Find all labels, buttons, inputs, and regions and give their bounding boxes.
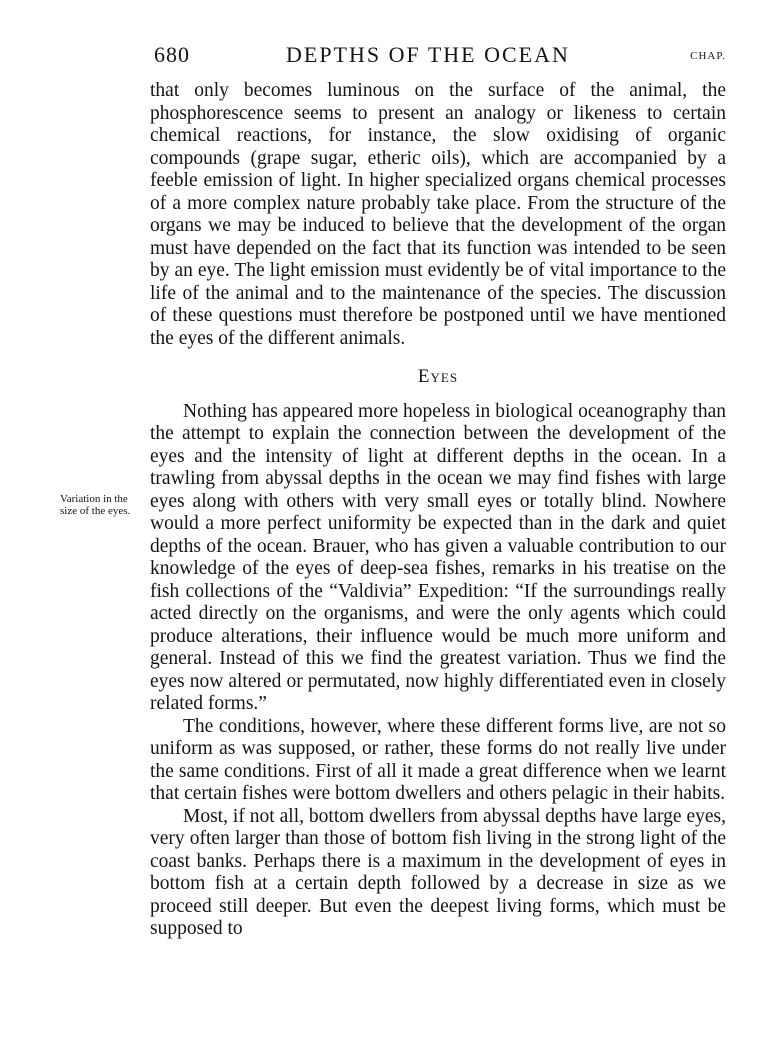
running-header — [150, 42, 726, 72]
intro-paragraph: that only becomes luminous on the surface of the animal, the phosphorescence seems to present an analogy or likeness to certain chemical reactions, for instance, the slow oxidising of organic compounds (grape sugar, etheric oils), which are accompanied by a feeble emission of light. In higher specialized organs chemical processes of a more complex nature probably take place. From the structure of the organs we may be induced to believe that the development of the organ must have depended on the fact that its function was intended to be seen by an eye. The light emission must evidently be of vital importance to the life of the animal and to the maintenance of the species. The discussion of these questions must therefore be postponed until we have mentioned the eyes of the different animals. — [150, 80, 726, 349]
chapter-abbrev: CHAP. — [690, 50, 726, 62]
paragraph: Nothing has appeared more hopeless in biological oceanography than the attempt to explain the connection between the development of the eyes and the intensity of light at different depths in the ocean. In a trawling from abyssal depths in the ocean we may find fishes with large eyes along with others with very small eyes or totally blind. Nowhere would a more perfect uniformity be expected than in the dark and quiet depths of the ocean. Brauer, who has given a valuable contribution to our knowledge of the eyes of deep-sea fishes, remarks in his treatise on the fish collections of the “Valdivia” Expedition: “If the surroundings really acted directly on the organisms, and were the only agents which could produce alterations, their influence would be much more uniform and general. Instead of this we find the greatest variation. Thus we find the eyes now altered or permutated, now highly differentiated even in closely related forms.” — [150, 400, 726, 714]
margin-sidenote: Variation in the size of the eyes. — [60, 493, 131, 517]
running-title: DEPTHS OF THE OCEAN — [286, 42, 570, 67]
section-heading: Eyes — [417, 366, 459, 387]
paragraph: Most, if not all, bottom dwellers from abyssal depths have large eyes, very often larger than those of bottom fish living in the strong light of the coast banks. Perhaps there is a maximum in the development of eyes in bottom fish at a certain depth followed by a decrease in size as we proceed still deeper. But even the deepest living forms, which must be supposed to — [150, 805, 726, 939]
body-text — [150, 80, 726, 941]
paragraph: The conditions, however, where these different forms live, are not so uniform as was supposed, or rather, these forms do not really live under the same conditions. First of all it made a great difference when we learnt that certain fishes were bottom dwellers and others pelagic in their habits. — [150, 715, 726, 804]
page-number: 680 — [154, 42, 190, 67]
